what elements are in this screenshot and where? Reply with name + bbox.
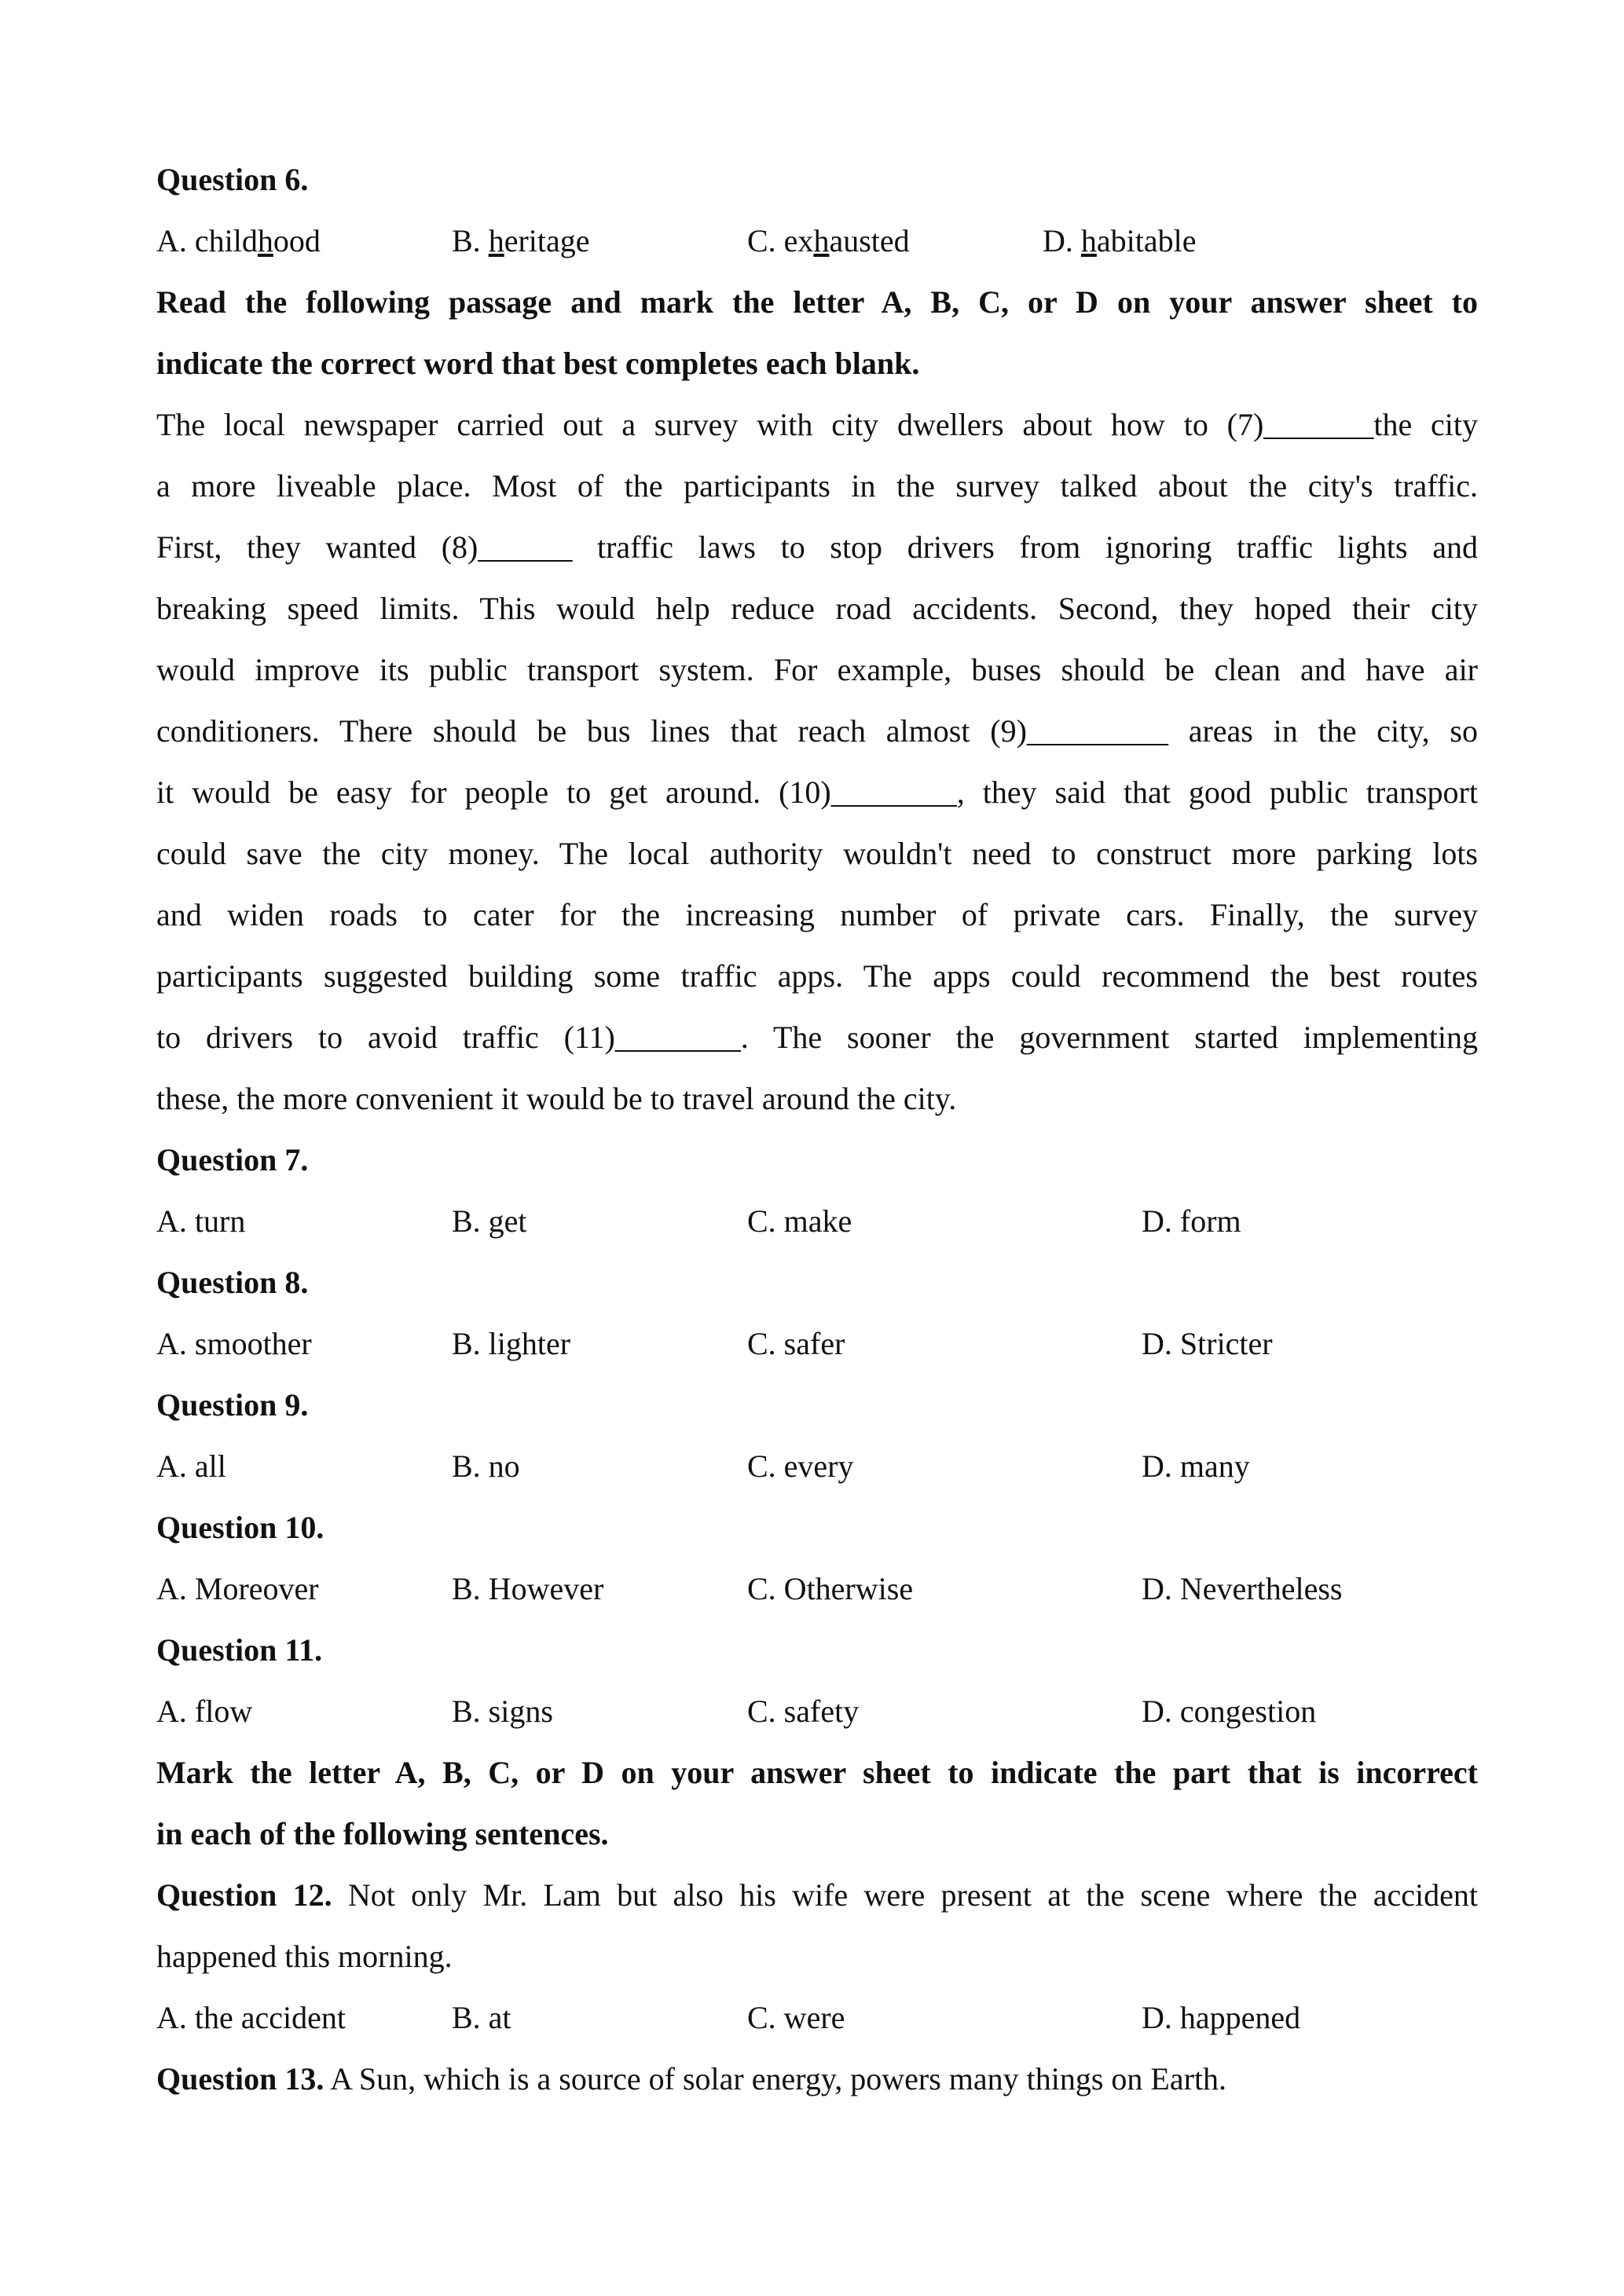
q7-option-a: A. turn [156, 1203, 246, 1239]
q10-option-a: A. Moreover [156, 1571, 319, 1606]
question-7-options [156, 1191, 1478, 1252]
question-12-stem-line-2: happened this morning. [156, 1939, 453, 1974]
q8-option-a: A. smoother [156, 1326, 312, 1361]
question-13-text: A Sun, which is a source of solar energy, powers many things on Earth. [324, 2061, 1227, 2096]
passage-line: a more liveable place. Most of the participants in the survey talked about the city's traffic. [156, 468, 1478, 504]
question-13-title: Question 13. [156, 2061, 324, 2096]
question-12-stem-line-1 [156, 1865, 1478, 1926]
passage-line: breaking speed limits. This would help reduce road accidents. Second, they hoped their city [156, 591, 1478, 626]
question-13-stem [156, 2049, 1478, 2110]
passage-line: conditioners. There should be bus lines that reach almost (9)_________ areas in the city, so [156, 713, 1478, 749]
q11-option-b: B. signs [452, 1694, 553, 1729]
q12-option-c: C. were [747, 2000, 845, 2035]
passage-line: these, the more convenient it would be to travel around the city. [156, 1081, 957, 1116]
section-1-instruction-line-1: Read the following passage and mark the letter A, B, C, or D on your answer sheet to [156, 284, 1478, 320]
q12-option-b: B. at [452, 2000, 511, 2035]
q8-option-d: D. Stricter [1142, 1326, 1273, 1361]
passage-line: to drivers to avoid traffic (11)________. The sooner the government started implementing [156, 1020, 1478, 1055]
q6-option-b: B. heritage [452, 223, 590, 258]
passage-line: would improve its public transport system. For example, buses should be clean and have air [156, 652, 1478, 687]
q7-option-c: C. make [747, 1203, 852, 1239]
question-10-options [156, 1558, 1478, 1620]
q10-option-d: D. Nevertheless [1142, 1571, 1343, 1606]
passage-line: could save the city money. The local authority wouldn't need to construct more parking lots [156, 836, 1478, 871]
worksheet-page [156, 149, 1478, 2110]
q9-option-b: B. no [452, 1448, 520, 1484]
q6-option-d: D. habitable [1043, 223, 1197, 258]
q10-option-c: C. Otherwise [747, 1571, 914, 1606]
q7-option-d: D. form [1142, 1203, 1241, 1239]
question-9-options [156, 1436, 1478, 1497]
question-11-title: Question 11. [156, 1632, 323, 1668]
section-2-instruction-line-1: Mark the letter A, B, C, or D on your answer sheet to indicate the part that is incorrect [156, 1755, 1478, 1790]
q11-option-d: D. congestion [1142, 1694, 1317, 1729]
question-12-text: Not only Mr. Lam but also his wife were present at the scene where the accident [332, 1877, 1478, 1913]
question-8-title: Question 8. [156, 1265, 309, 1300]
q9-option-a: A. all [156, 1448, 226, 1484]
q9-option-d: D. many [1142, 1448, 1250, 1484]
question-6-title: Question 6. [156, 162, 309, 197]
passage-line: First, they wanted (8)______ traffic laws to stop drivers from ignoring traffic lights and [156, 529, 1478, 565]
q9-option-c: C. every [747, 1448, 854, 1484]
q6-option-a: A. childhood [156, 223, 321, 258]
q12-option-d: D. happened [1142, 2000, 1301, 2035]
q11-option-a: A. flow [156, 1694, 253, 1729]
passage-line: and widen roads to cater for the increasing number of private cars. Finally, the survey [156, 897, 1478, 932]
q8-option-b: B. lighter [452, 1326, 571, 1361]
passage-line: it would be easy for people to get around. (10)________, they said that good public transport [156, 774, 1478, 810]
section-2-instruction-line-2: in each of the following sentences. [156, 1816, 609, 1851]
question-6-options [156, 211, 1478, 272]
question-12-options [156, 1987, 1478, 2049]
q6-option-c: C. exhausted [747, 223, 910, 258]
q11-option-c: C. safety [747, 1694, 860, 1729]
q8-option-c: C. safer [747, 1326, 845, 1361]
passage-line: The local newspaper carried out a survey with city dwellers about how to (7)_______the city [156, 407, 1478, 442]
q7-option-b: B. get [452, 1203, 527, 1239]
q12-option-a: A. the accident [156, 2000, 346, 2035]
question-11-options [156, 1681, 1478, 1742]
question-8-options [156, 1313, 1478, 1375]
section-1-instruction-line-2: indicate the correct word that best completes each blank. [156, 346, 920, 381]
passage-line: participants suggested building some traffic apps. The apps could recommend the best routes [156, 958, 1478, 994]
question-12-title: Question 12. [156, 1877, 332, 1913]
question-9-title: Question 9. [156, 1387, 309, 1423]
question-7-title: Question 7. [156, 1142, 309, 1177]
question-10-title: Question 10. [156, 1510, 324, 1545]
q10-option-b: B. However [452, 1571, 604, 1606]
